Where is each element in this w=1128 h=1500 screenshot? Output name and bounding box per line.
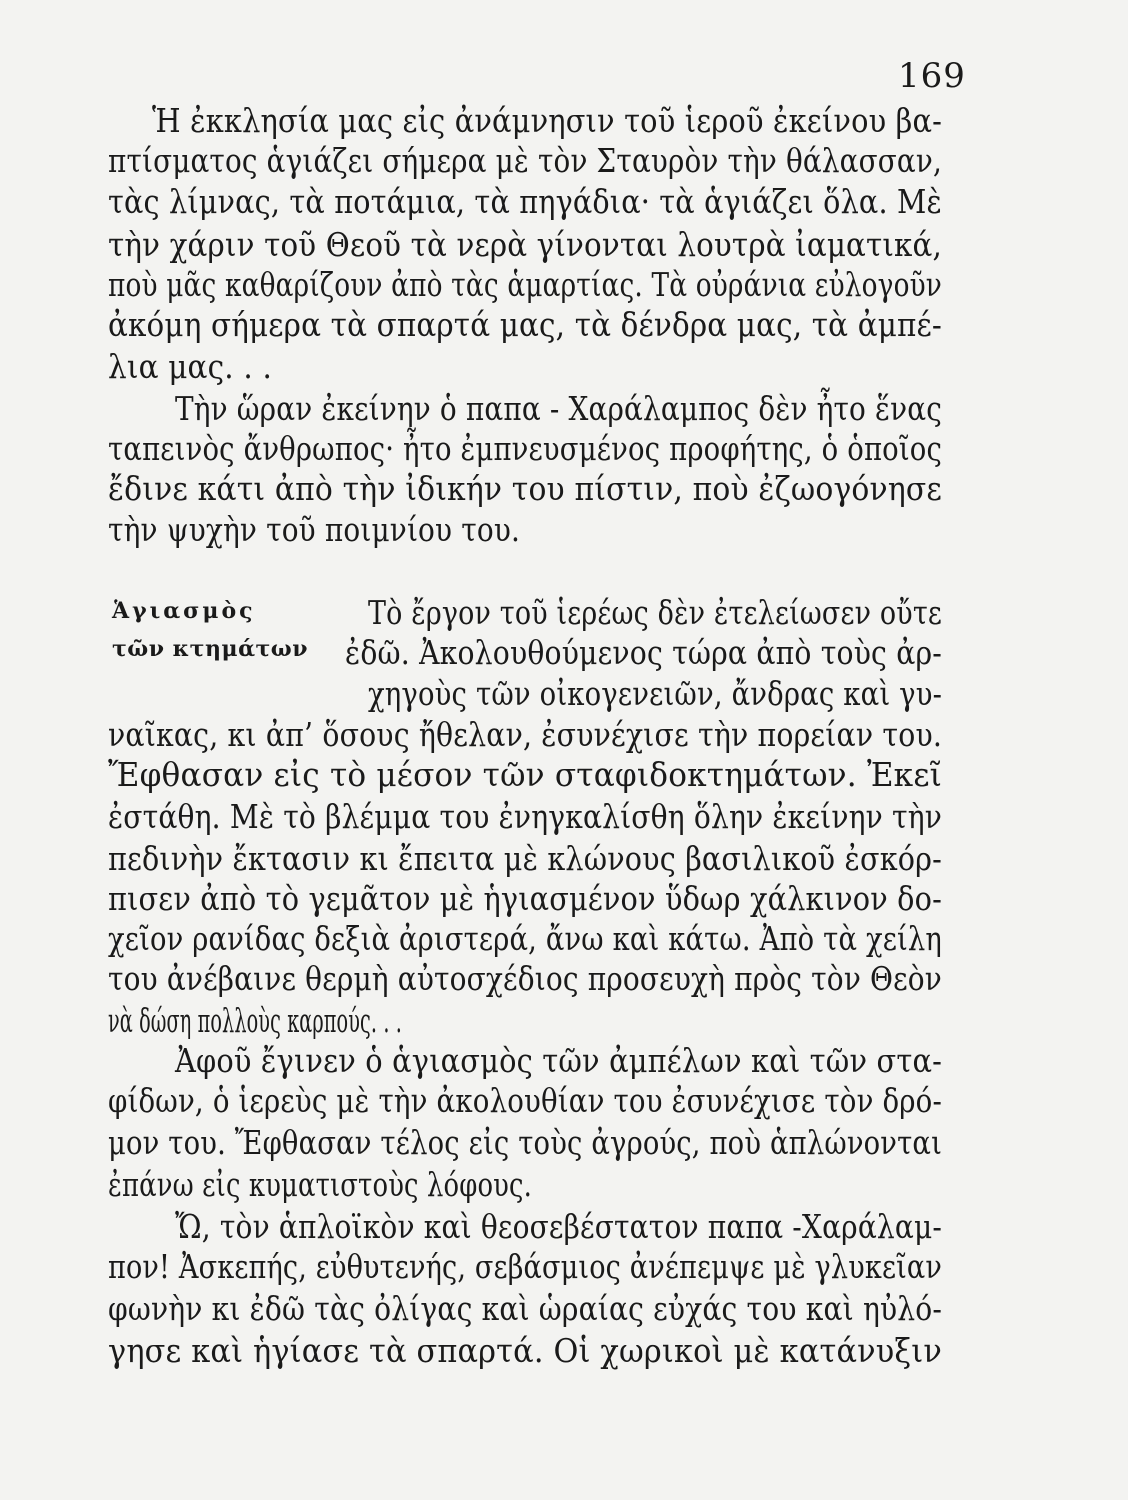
text-line: λια μας. . . [108, 347, 272, 386]
text-line: χεῖον ρανίδας δεξιὰ ἀριστερά, ἄνω καὶ κάτω. Ἀπὸ τὰ χείλη [108, 919, 942, 958]
text-line: ἔδινε κάτι ἀπὸ τὴν ἰδικήν του πίστιν, ποὺ ἐζωογόνησε [108, 469, 942, 508]
text-line: Τὴν ὥραν ἐκείνην ὁ παπα - Χαράλαμπος δὲν ἦτο ἕνας [175, 389, 943, 428]
marginal-note-title: Ἁγιασμὸς [112, 598, 256, 624]
text-line: φίδων, ὁ ἱερεὺς μὲ τὴν ἀκολουθίαν του ἐσυνέχισε τὸν δρό- [108, 1081, 942, 1120]
text-line: Ὤ, τὸν ἁπλοϊκὸν καὶ θεοσεβέστατον παπα -Χαράλαμ- [175, 1207, 943, 1246]
text-line: Ἔφθασαν εἰς τὸ μέσον τῶν σταφιδοκτημάτων. Ἐκεῖ [108, 755, 943, 794]
text-line: ναῖκας, κι ἀπ’ ὅσους ἤθελαν, ἐσυνέχισε τὴν πορείαν του. [108, 715, 943, 754]
page-number: 169 [898, 56, 966, 96]
text-line: Ἀφοῦ ἔγινεν ὁ ἁγιασμὸς τῶν ἀμπέλων καὶ τῶν στα- [175, 1041, 943, 1080]
marginal-note-subtitle: τῶν κτημάτων [112, 636, 309, 662]
text-line: ἀκόμη σήμερα τὰ σπαρτά μας, τὰ δένδρα μας, τὰ ἀμπέ- [108, 305, 942, 344]
text-line: μον του. Ἔφθασαν τέλος εἰς τοὺς ἀγρούς, ποὺ ἁπλώνονται [108, 1123, 942, 1162]
text-line: φωνὴν κι ἐδῶ τὰς ὀλίγας καὶ ὡραίας εὐχάς του καὶ ηὐλό- [108, 1289, 943, 1328]
text-line: πον! Ἀσκεπής, εὐθυτενής, σεβάσμιος ἀνέπεμψε μὲ γλυκεῖαν [108, 1247, 942, 1286]
text-line: πτίσματος ἁγιάζει σήμερα μὲ τὸν Σταυρὸν τὴν θάλασσαν, [108, 141, 942, 180]
text-line: ταπεινὸς ἄνθρωπος· ἦτο ἐμπνευσμένος προφήτης, ὁ ὁποῖος [108, 429, 943, 468]
text-line: Τὸ ἔργον τοῦ ἱερέως δὲν ἐτελείωσεν οὔτε [368, 593, 943, 632]
text-line: πισεν ἀπὸ τὸ γεμᾶτον μὲ ἡγιασμένον ὕδωρ χάλκινον δο- [108, 879, 942, 918]
text-line: πεδινὴν ἔκτασιν κι ἔπειτα μὲ κλώνους βασιλικοῦ ἐσκόρ- [108, 839, 942, 878]
text-line: χηγοὺς τῶν οἰκογενειῶν, ἄνδρας καὶ γυ- [368, 674, 943, 713]
text-line: τὴν ψυχὴν τοῦ ποιμνίου του. [108, 510, 521, 549]
text-line: Ἡ ἐκκλησία μας εἰς ἀνάμνησιν τοῦ ἱεροῦ ἐκείνου βα- [152, 101, 943, 140]
text-line: ἐπάνω εἰς κυματιστοὺς λόφους. [108, 1165, 532, 1204]
text-line: νὰ δώση πολλοὺς καρπούς. . . [108, 1001, 403, 1040]
text-line: ποὺ μᾶς καθαρίζουν ἀπὸ τὰς ἁμαρτίας. Τὰ οὐράνια εὐλογοῦν [108, 265, 943, 304]
text-line: τὴν χάριν τοῦ Θεοῦ τὰ νερὰ γίνονται λουτρὰ ἰαματικά, [108, 225, 943, 264]
text-line: ἐδῶ. Ἀκολουθούμενος τώρα ἀπὸ τοὺς ἀρ- [345, 633, 942, 672]
text-line: τὰς λίμνας, τὰ ποτάμια, τὰ πηγάδια· τὰ ἁγιάζει ὅλα. Μὲ [108, 182, 943, 221]
text-line: του ἀνέβαινε θερμὴ αὐτοσχέδιος προσευχὴ πρὸς τὸν Θεὸν [108, 959, 942, 998]
text-line: γησε καὶ ἡγίασε τὰ σπαρτά. Οἱ χωρικοὶ μὲ κατάνυξιν [108, 1331, 942, 1370]
text-line: ἐστάθη. Μὲ τὸ βλέμμα του ἐνηγκαλίσθη ὅλην ἐκείνην τὴν [108, 797, 943, 836]
